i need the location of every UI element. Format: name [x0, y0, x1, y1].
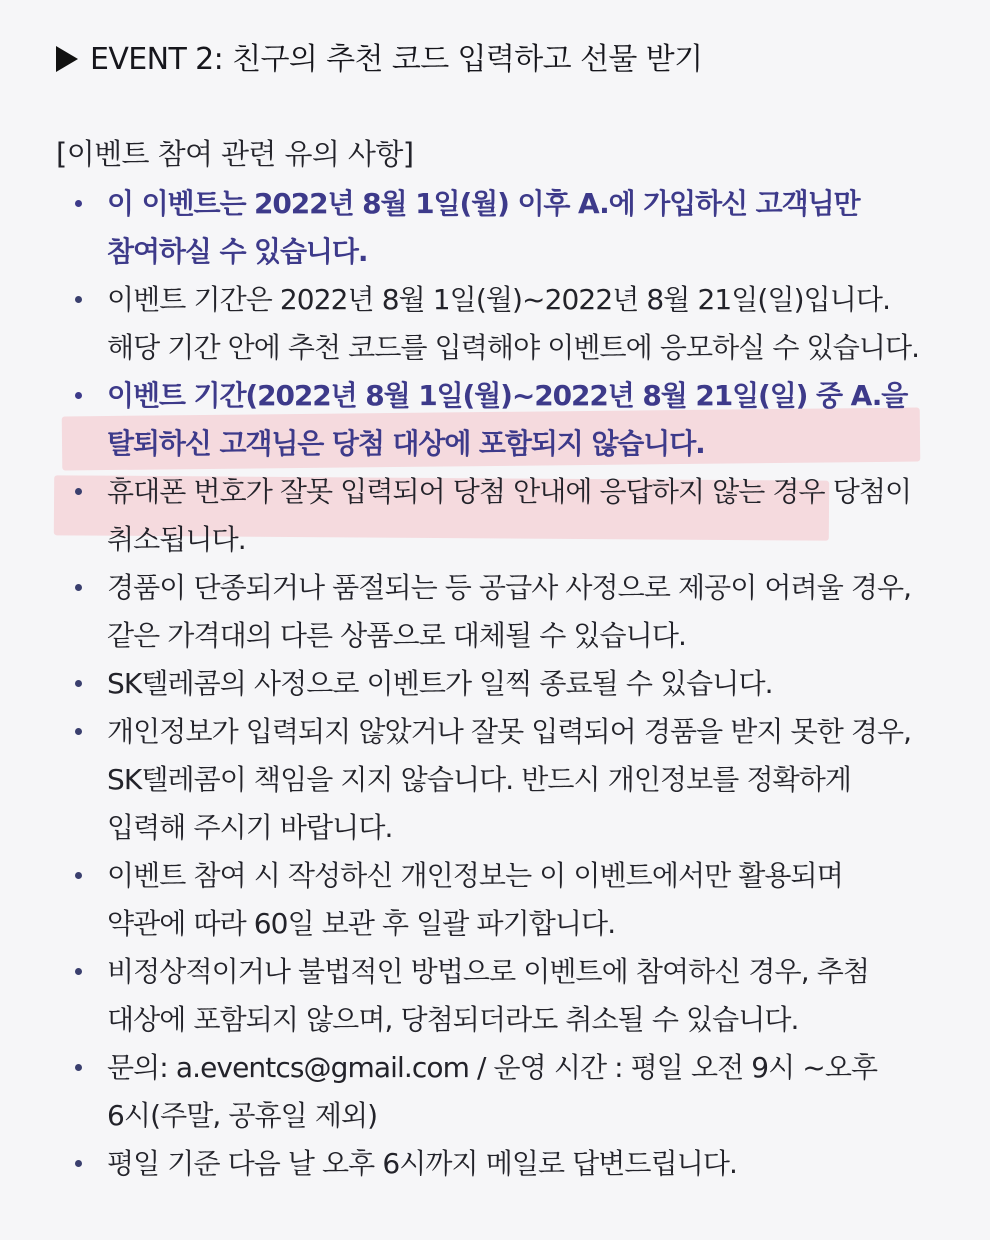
notice-item — [0, 276, 990, 372]
bullet-icon — [75, 488, 82, 495]
notice-text: 이 이벤트는 2022년 8월 1일(월) 이후 A.에 가입하신 고객님만 참여하실 수 있습니다. — [107, 187, 860, 268]
bullet-icon — [75, 728, 82, 735]
bullet-icon — [75, 1160, 82, 1167]
notice-item — [0, 564, 990, 660]
event-title — [56, 38, 702, 82]
bullet-icon — [75, 968, 82, 975]
notice-item — [0, 708, 990, 852]
notice-item — [0, 1140, 990, 1188]
notice-item-contact — [0, 1044, 990, 1140]
bullet-icon — [75, 296, 82, 303]
notice-text: 이벤트 기간은 2022년 8월 1일(월)~2022년 8월 21일(일)입니다. 해당 기간 안에 추천 코드를 입력해야 이벤트에 응모하실 수 있습니다. — [107, 283, 920, 364]
notice-text: SK텔레콤의 사정으로 이벤트가 일찍 종료될 수 있습니다. — [107, 667, 773, 700]
bullet-icon — [75, 680, 82, 687]
notice-heading: [이벤트 참여 관련 유의 사항] — [56, 137, 414, 171]
notice-list — [0, 180, 990, 1188]
notice-text: 이벤트 기간(2022년 8월 1일(월)~2022년 8월 21일(일) 중 A.을 탈퇴하신 고객님은 당첨 대상에 포함되지 않습니다. — [107, 379, 908, 460]
play-triangle-icon — [56, 46, 78, 72]
notice-item — [0, 660, 990, 708]
notice-item-highlighted — [0, 372, 990, 468]
notice-text: 휴대폰 번호가 잘못 입력되어 당첨 안내에 응답하지 않는 경우 당첨이 취소됩니다. — [107, 475, 912, 556]
bullet-icon — [75, 872, 82, 879]
event-title-text: EVENT 2: 친구의 추천 코드 입력하고 선물 받기 — [90, 42, 703, 77]
bullet-icon — [75, 392, 82, 399]
notice-text: 경품이 단종되거나 품절되는 등 공급사 사정으로 제공이 어려울 경우, 같은 가격대의 다른 상품으로 대체될 수 있습니다. — [107, 571, 912, 652]
bullet-icon — [75, 200, 82, 207]
bullet-icon — [75, 1064, 82, 1071]
notice-item — [0, 180, 990, 276]
notice-text: 개인정보가 입력되지 않았거나 잘못 입력되어 경품을 받지 못한 경우, SK텔레콤이 책임을 지지 않습니다. 반드시 개인정보를 정확하게 입력해 주시기 바랍니다. — [107, 715, 912, 844]
notice-text: 비정상적이거나 불법적인 방법으로 이벤트에 참여하신 경우, 추첨 대상에 포함되지 않으며, 당첨되더라도 취소될 수 있습니다. — [107, 955, 870, 1036]
notice-item — [0, 948, 990, 1044]
notice-text: 문의: a.eventcs@gmail.com / 운영 시간 : 평일 오전 9시 ~오후 6시(주말, 공휴일 제외) — [107, 1051, 878, 1132]
notice-text: 이벤트 참여 시 작성하신 개인정보는 이 이벤트에서만 활용되며 약관에 따라 60일 보관 후 일괄 파기합니다. — [107, 859, 843, 940]
notice-item — [0, 852, 990, 948]
bullet-icon — [75, 584, 82, 591]
notice-text: 평일 기준 다음 날 오후 6시까지 메일로 답변드립니다. — [107, 1147, 738, 1180]
notice-item — [0, 468, 990, 564]
